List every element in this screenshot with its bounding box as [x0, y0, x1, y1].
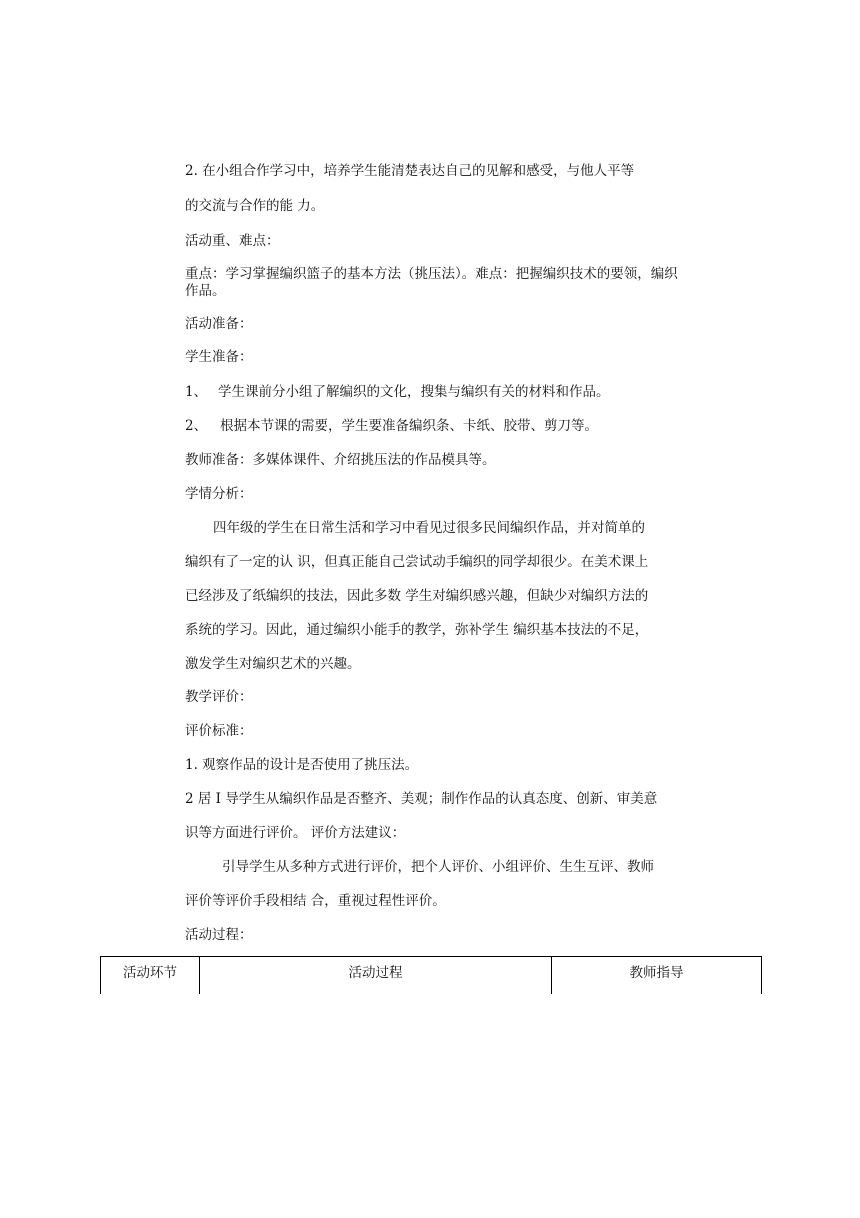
paragraph-line: 识等方面进行评价。 评价方法建议：: [185, 825, 406, 841]
paragraph-line: 1. 观察作品的设计是否使用了挑压法。: [185, 757, 419, 773]
activity-table: [100, 956, 762, 994]
list-item: [185, 383, 610, 401]
subsection-heading: 学生准备：: [185, 349, 253, 365]
paragraph-line: 已经涉及了纸编织的技法，因此多数 学生对编织感兴趣，但缺少对编织方法的: [185, 588, 649, 604]
section-heading: 活动准备：: [185, 316, 253, 332]
paragraph-line: 四年级的学生在日常生活和学习中看见过很多民间编织作品，并对简单的: [213, 520, 645, 536]
paragraph-line: 编织有了一定的认 识，但真正能自己尝试动手编织的同学却很少。在美术课上: [185, 554, 649, 570]
table-header-row: [101, 957, 762, 995]
paragraph-line: 2 居 I 导学生从编织作品是否整齐、美观；制作作品的认真态度、创新、审美意: [185, 791, 658, 807]
paragraph-line: 评价等评价手段相结 合，重视过程性评价。: [185, 893, 446, 909]
paragraph-line: 引导学生从多种方式进行评价，把个人评价、小组评价、生生互评、教师: [222, 859, 654, 875]
list-item: [185, 417, 598, 435]
list-text: 根据本节课的需要，学生要准备编织条、卡纸、胶带、剪刀等。: [220, 418, 598, 434]
list-number: 2、: [185, 418, 208, 434]
key-points-text: 重点：学习掌握编织篮子的基本方法（挑压法）。难点：把握编织技术的要领，编织作品。: [185, 266, 678, 299]
section-heading: 教学评价：: [185, 689, 253, 705]
subsection-heading: 评价标准：: [185, 723, 253, 739]
list-text: 学生课前分小组了解编织的文化，搜集与编织有关的材料和作品。: [218, 384, 610, 400]
section-heading: 学情分析：: [185, 486, 253, 502]
section-heading: 活动过程：: [185, 927, 253, 943]
section-heading: 活动重、难点：: [185, 233, 280, 249]
table-header-cell: 活动过程: [200, 957, 552, 995]
paragraph-line: 的交流与合作的能 力。: [185, 198, 325, 214]
list-number: 1、: [185, 384, 208, 400]
paragraph-line: 教师准备：多媒体课件、介绍挑压法的作品模具等。: [185, 452, 496, 468]
table-header-cell: 教师指导: [552, 957, 762, 995]
paragraph-line: 激发学生对编织艺术的兴趣。: [185, 656, 361, 672]
paragraph-line: 2. 在小组合作学习中，培养学生能清楚表达自己的见解和感受，与他人平等: [185, 163, 635, 179]
table-header-cell: 活动环节: [101, 957, 200, 995]
paragraph-line: 系统的学习。因此，通过编织小能手的教学，弥补学生 编织基本技法的不足，: [185, 622, 649, 638]
